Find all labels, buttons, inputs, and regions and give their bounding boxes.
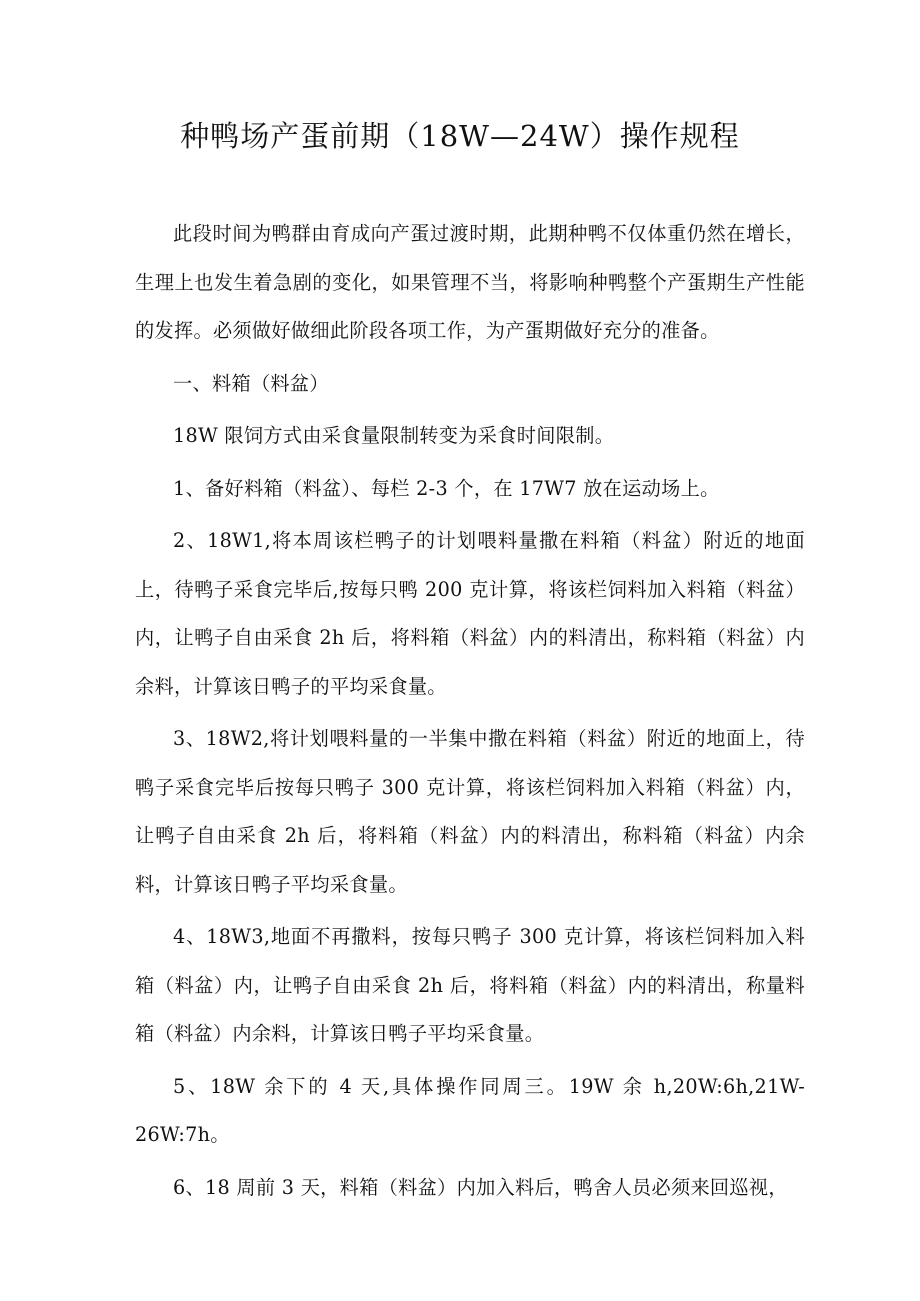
section-heading-feed-box: 一、料箱（料盆） — [173, 371, 329, 395]
list-item: 2、18W1,将本周该栏鸭子的计划喂料量撒在料箱（料盆）附近的地面上，待鸭子采食完毕后,按每只鸭 200 克计算，将该栏饲料加入料箱（料盆）内，让鸭子自由采食 2h 后，将料箱（料盆）内的料清出，称料箱（料盆）内余料，计算该日鸭子的平均采食量。 — [135, 529, 805, 698]
intro-paragraph: 此段时间为鸭群由育成向产蛋过渡时期，此期种鸭不仅体重仍然在增长，生理上也发生着急剧的变化，如果管理不当，将影响种鸭整个产蛋期生产性能的发挥。必须做好做细此阶段各项工作，为产蛋期做好充分的准备。 — [135, 222, 805, 342]
list-item: 5、18W 余下的 4 天,具体操作同周三。19W 余 h,20W:6h,21W-26W:7h。 — [135, 1074, 805, 1146]
list-item: 6、18 周前 3 天，料箱（料盆）内加入料后，鸭舍人员必须来回巡视， — [173, 1175, 788, 1199]
section-lead-paragraph: 18W 限饲方式由采食量限制转变为采食时间限制。 — [173, 424, 615, 447]
document-title: 种鸭场产蛋前期（18W—24W）操作规程 — [180, 119, 740, 153]
list-item: 1、备好料箱（料盆）、每栏 2-3 个，在 17W7 放在运动场上。 — [173, 476, 720, 500]
list-item: 3、18W2,将计划喂料量的一半集中撒在料箱（料盆）附近的地面上，待鸭子采食完毕后按每只鸭子 300 克计算，将该栏饲料加入料箱（料盆）内，让鸭子自由采食 2h 后，将料箱（料盆）内的料清出，称料箱（料盆）内余料，计算该日鸭子平均采食量。 — [135, 727, 805, 896]
list-item: 4、18W3,地面不再撒料，按每只鸭子 300 克计算，将该栏饲料加入料箱（料盆）内，让鸭子自由采食 2h 后，将料箱（料盆）内的料清出，称量料箱（料盆）内余料，计算该日鸭子平均采食量。 — [135, 925, 805, 1045]
document-body — [135, 210, 805, 1216]
